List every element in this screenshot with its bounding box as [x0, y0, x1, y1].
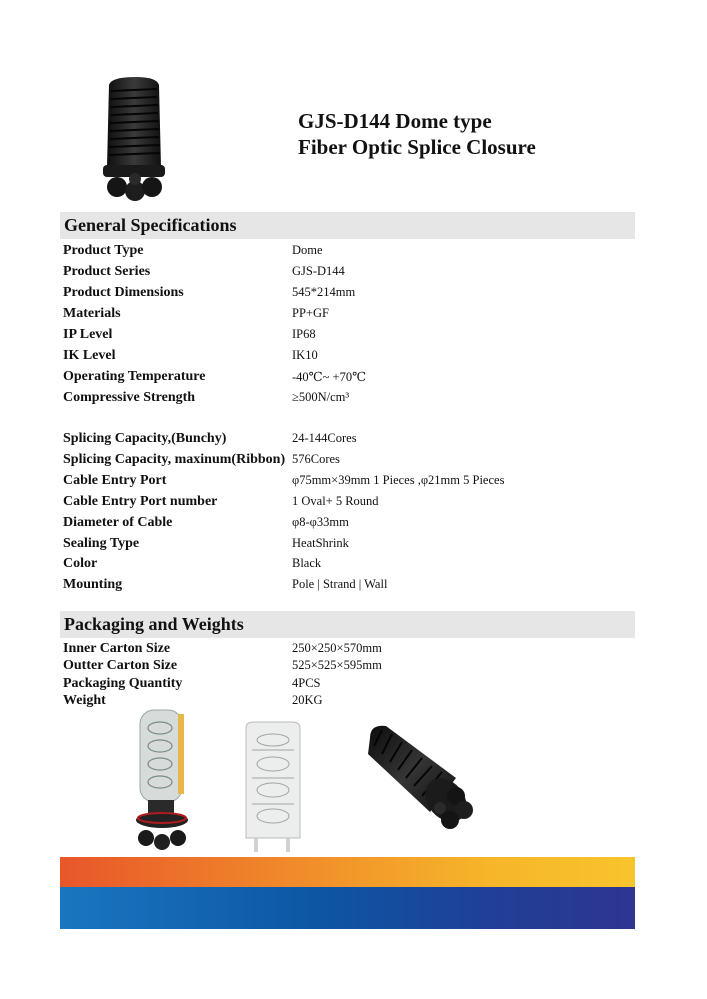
spec-row — [63, 431, 623, 452]
section-heading: General Specifications — [64, 215, 237, 235]
spec-row — [63, 515, 623, 536]
spec-value: Black — [292, 556, 322, 570]
footer-band-blue — [60, 887, 635, 929]
spec-label: Cable Entry Port — [63, 473, 167, 488]
spec-row — [63, 494, 623, 515]
spec-row — [63, 348, 623, 369]
spec-label: Mounting — [63, 577, 123, 592]
spec-row — [63, 306, 623, 327]
spec-value: IK10 — [292, 348, 318, 362]
packaging-label: Inner Carton Size — [63, 641, 171, 656]
section-heading: Packaging and Weights — [64, 614, 244, 634]
spec-row — [63, 264, 623, 285]
spec-label: IK Level — [63, 348, 116, 363]
packaging-weights-header — [60, 611, 635, 638]
spec-row — [63, 577, 623, 598]
packaging-value: 20KG — [292, 693, 323, 707]
spec-label: Product Dimensions — [63, 285, 184, 300]
packaging-row — [63, 676, 623, 693]
packaging-label: Outter Carton Size — [63, 658, 178, 673]
spec-value: GJS-D144 — [292, 264, 345, 278]
product-photo-main — [95, 75, 175, 205]
spec-row — [63, 473, 623, 494]
spec-label: Color — [63, 556, 98, 571]
spec-label: Compressive Strength — [63, 390, 196, 405]
spec-row — [63, 536, 623, 557]
spec-label: Materials — [63, 306, 121, 321]
spec-label: IP Level — [63, 327, 113, 342]
spec-row — [63, 327, 623, 348]
packaging-row — [63, 641, 623, 658]
spec-row — [63, 369, 623, 390]
spec-value: PP+GF — [292, 306, 329, 320]
product-photo-dome — [360, 720, 490, 840]
title-line-1: GJS-D144 Dome type — [298, 109, 492, 133]
spec-value: -40℃~ +70℃ — [292, 370, 367, 384]
spec-value: Dome — [292, 243, 323, 257]
spec-value: φ75mm×39mm 1 Pieces ,φ21mm 5 Pieces — [292, 473, 505, 487]
spec-label: Product Series — [63, 264, 151, 279]
spec-label: Splicing Capacity, maxinum(Ribbon) — [63, 452, 286, 467]
spec-value: 576Cores — [292, 452, 340, 466]
packaging-label: Packaging Quantity — [63, 676, 183, 691]
spec-value: 24-144Cores — [292, 431, 357, 445]
spec-label: Cable Entry Port number — [63, 494, 218, 509]
spec-value: IP68 — [292, 327, 316, 341]
spec-row — [63, 556, 623, 577]
general-specifications-header — [60, 212, 635, 239]
spec-row — [63, 390, 623, 411]
spec-label: Operating Temperature — [63, 369, 206, 384]
packaging-row — [63, 658, 623, 675]
spec-label: Product Type — [63, 243, 144, 258]
page-title — [298, 108, 536, 160]
product-photo-open-tray — [128, 706, 198, 856]
packaging-label: Weight — [63, 693, 106, 708]
footer-band-orange — [60, 857, 635, 887]
packaging-value: 250×250×570mm — [292, 641, 382, 655]
spec-value: 545*214mm — [292, 285, 356, 299]
spec-row — [63, 285, 623, 306]
spec-value: HeatShrink — [292, 536, 349, 550]
title-line-2: Fiber Optic Splice Closure — [298, 135, 536, 159]
spec-value: ≥500N/cm³ — [292, 390, 350, 404]
spec-row — [63, 452, 623, 473]
spec-label: Splicing Capacity,(Bunchy) — [63, 431, 227, 446]
packaging-value: 525×525×595mm — [292, 658, 382, 672]
spec-row — [63, 243, 623, 264]
packaging-value: 4PCS — [292, 676, 321, 690]
spec-value: Pole | Strand | Wall — [292, 577, 388, 591]
product-photo-splice-tray — [240, 720, 305, 855]
spec-label: Sealing Type — [63, 536, 140, 551]
spec-label: Diameter of Cable — [63, 515, 173, 530]
spec-value: φ8-φ33mm — [292, 515, 349, 529]
spec-value: 1 Oval+ 5 Round — [292, 494, 379, 508]
